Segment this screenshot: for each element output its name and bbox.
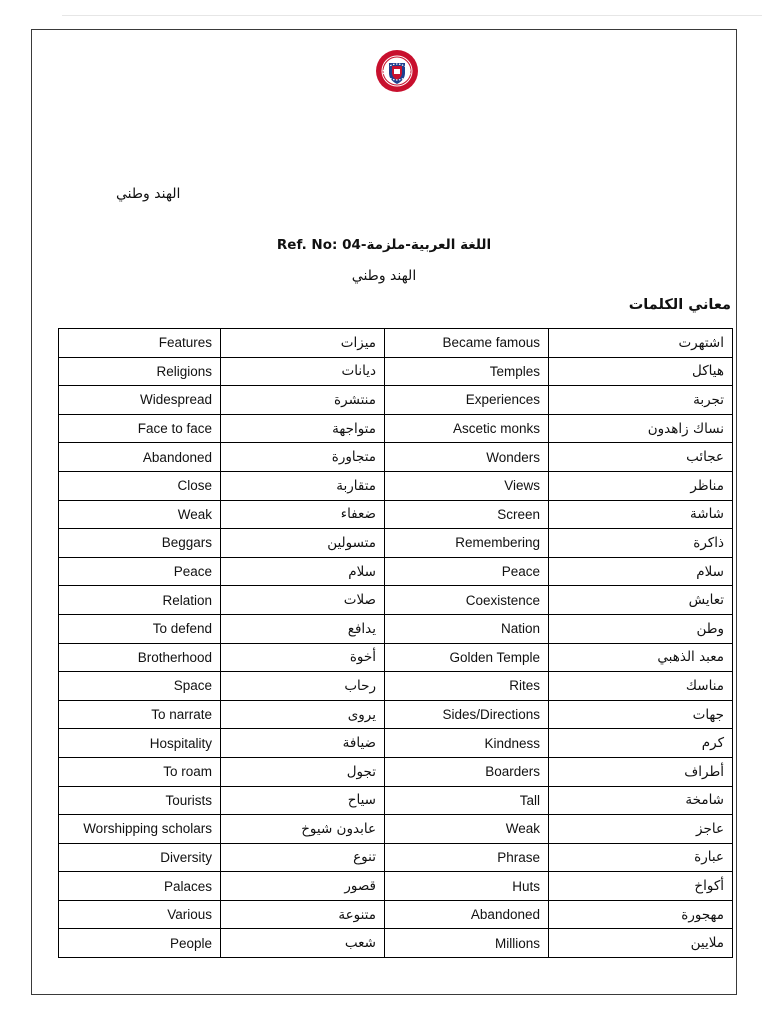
english-meaning: Features — [59, 329, 221, 358]
arabic-word: أكواخ — [549, 872, 733, 901]
english-meaning: Became famous — [385, 329, 549, 358]
english-meaning: Millions — [385, 929, 549, 958]
arabic-word: سلام — [221, 557, 385, 586]
arabic-word: تنوع — [221, 843, 385, 872]
table-row — [59, 529, 733, 558]
english-meaning: Peace — [59, 557, 221, 586]
table-row — [59, 386, 733, 415]
english-meaning: Abandoned — [385, 900, 549, 929]
arabic-word: متواجهة — [221, 414, 385, 443]
table-row — [59, 586, 733, 615]
english-meaning: Coexistence — [385, 586, 549, 615]
arabic-word: يروى — [221, 700, 385, 729]
table-row — [59, 557, 733, 586]
english-meaning: People — [59, 929, 221, 958]
table-row — [59, 414, 733, 443]
english-meaning: Boarders — [385, 757, 549, 786]
english-meaning: Beggars — [59, 529, 221, 558]
arabic-word: مناسك — [549, 672, 733, 701]
arabic-word: شاشة — [549, 500, 733, 529]
table-row — [59, 786, 733, 815]
arabic-word: جهات — [549, 700, 733, 729]
arabic-word: أطراف — [549, 757, 733, 786]
arabic-word: ذاكرة — [549, 529, 733, 558]
arabic-word: ميزات — [221, 329, 385, 358]
english-meaning: Experiences — [385, 386, 549, 415]
arabic-word: عبارة — [549, 843, 733, 872]
english-meaning: Hospitality — [59, 729, 221, 758]
arabic-word: متقاربة — [221, 471, 385, 500]
english-meaning: Wonders — [385, 443, 549, 472]
english-meaning: Ascetic monks — [385, 414, 549, 443]
arabic-word: رحاب — [221, 672, 385, 701]
arabic-word: وطن — [549, 614, 733, 643]
english-meaning: Screen — [385, 500, 549, 529]
english-meaning: Tall — [385, 786, 549, 815]
english-meaning: To narrate — [59, 700, 221, 729]
vocabulary-table-body — [59, 329, 733, 958]
table-row — [59, 815, 733, 844]
arabic-word: منتشرة — [221, 386, 385, 415]
arabic-word: شامخة — [549, 786, 733, 815]
english-meaning: Relation — [59, 586, 221, 615]
english-meaning: Weak — [385, 815, 549, 844]
table-row — [59, 700, 733, 729]
arabic-word: ملايين — [549, 929, 733, 958]
arabic-word: متسولين — [221, 529, 385, 558]
arabic-word: مهجورة — [549, 900, 733, 929]
document-title: الهند وطني — [116, 186, 181, 202]
section-heading: معاني الكلمات — [628, 297, 731, 313]
table-row — [59, 757, 733, 786]
english-meaning: Peace — [385, 557, 549, 586]
reference-number: اللغة العربية-ملزمة-Ref. No: 04 — [276, 237, 492, 253]
arabic-word: قصور — [221, 872, 385, 901]
arabic-word: معبد الذهبي — [549, 643, 733, 672]
english-meaning: Remembering — [385, 529, 549, 558]
arabic-word: اشتهرت — [549, 329, 733, 358]
english-meaning: Religions — [59, 357, 221, 386]
table-row — [59, 729, 733, 758]
english-meaning: Close — [59, 471, 221, 500]
english-meaning: Weak — [59, 500, 221, 529]
arabic-word: سياح — [221, 786, 385, 815]
arabic-word: متنوعة — [221, 900, 385, 929]
arabic-word: نساك زاهدون — [549, 414, 733, 443]
english-meaning: To roam — [59, 757, 221, 786]
english-meaning: Worshipping scholars — [59, 815, 221, 844]
english-meaning: Abandoned — [59, 443, 221, 472]
arabic-word: يدافع — [221, 614, 385, 643]
table-row — [59, 614, 733, 643]
english-meaning: Tourists — [59, 786, 221, 815]
english-meaning: Sides/Directions — [385, 700, 549, 729]
english-meaning: Huts — [385, 872, 549, 901]
english-meaning: Golden Temple — [385, 643, 549, 672]
school-crest-icon — [375, 49, 419, 93]
arabic-word: ديانات — [221, 357, 385, 386]
table-row — [59, 357, 733, 386]
arabic-word: أخوة — [221, 643, 385, 672]
table-row — [59, 843, 733, 872]
arabic-word: متجاورة — [221, 443, 385, 472]
english-meaning: Palaces — [59, 872, 221, 901]
english-meaning: Face to face — [59, 414, 221, 443]
arabic-word: شعب — [221, 929, 385, 958]
table-row — [59, 643, 733, 672]
table-row — [59, 329, 733, 358]
arabic-word: تعايش — [549, 586, 733, 615]
english-meaning: Various — [59, 900, 221, 929]
table-row — [59, 900, 733, 929]
arabic-word: ضيافة — [221, 729, 385, 758]
english-meaning: Space — [59, 672, 221, 701]
table-row — [59, 471, 733, 500]
table-row — [59, 500, 733, 529]
arabic-word: صلات — [221, 586, 385, 615]
table-row — [59, 672, 733, 701]
english-meaning: Temples — [385, 357, 549, 386]
english-meaning: Phrase — [385, 843, 549, 872]
arabic-word: ضعفاء — [221, 500, 385, 529]
english-meaning: Brotherhood — [59, 643, 221, 672]
arabic-word: تجول — [221, 757, 385, 786]
arabic-word: سلام — [549, 557, 733, 586]
english-meaning: Diversity — [59, 843, 221, 872]
arabic-word: هياكل — [549, 357, 733, 386]
vocabulary-table — [58, 328, 733, 958]
document-subtitle: الهند وطني — [351, 268, 417, 284]
table-row — [59, 929, 733, 958]
table-row — [59, 443, 733, 472]
arabic-word: مناظر — [549, 471, 733, 500]
arabic-word: عاجز — [549, 815, 733, 844]
english-meaning: Kindness — [385, 729, 549, 758]
arabic-word: تجربة — [549, 386, 733, 415]
english-meaning: Rites — [385, 672, 549, 701]
arabic-word: كرم — [549, 729, 733, 758]
arabic-word: عابدون شيوخ — [221, 815, 385, 844]
english-meaning: Widespread — [59, 386, 221, 415]
english-meaning: Nation — [385, 614, 549, 643]
arabic-word: عجائب — [549, 443, 733, 472]
english-meaning: Views — [385, 471, 549, 500]
table-row — [59, 872, 733, 901]
english-meaning: To defend — [59, 614, 221, 643]
top-divider — [62, 15, 762, 16]
